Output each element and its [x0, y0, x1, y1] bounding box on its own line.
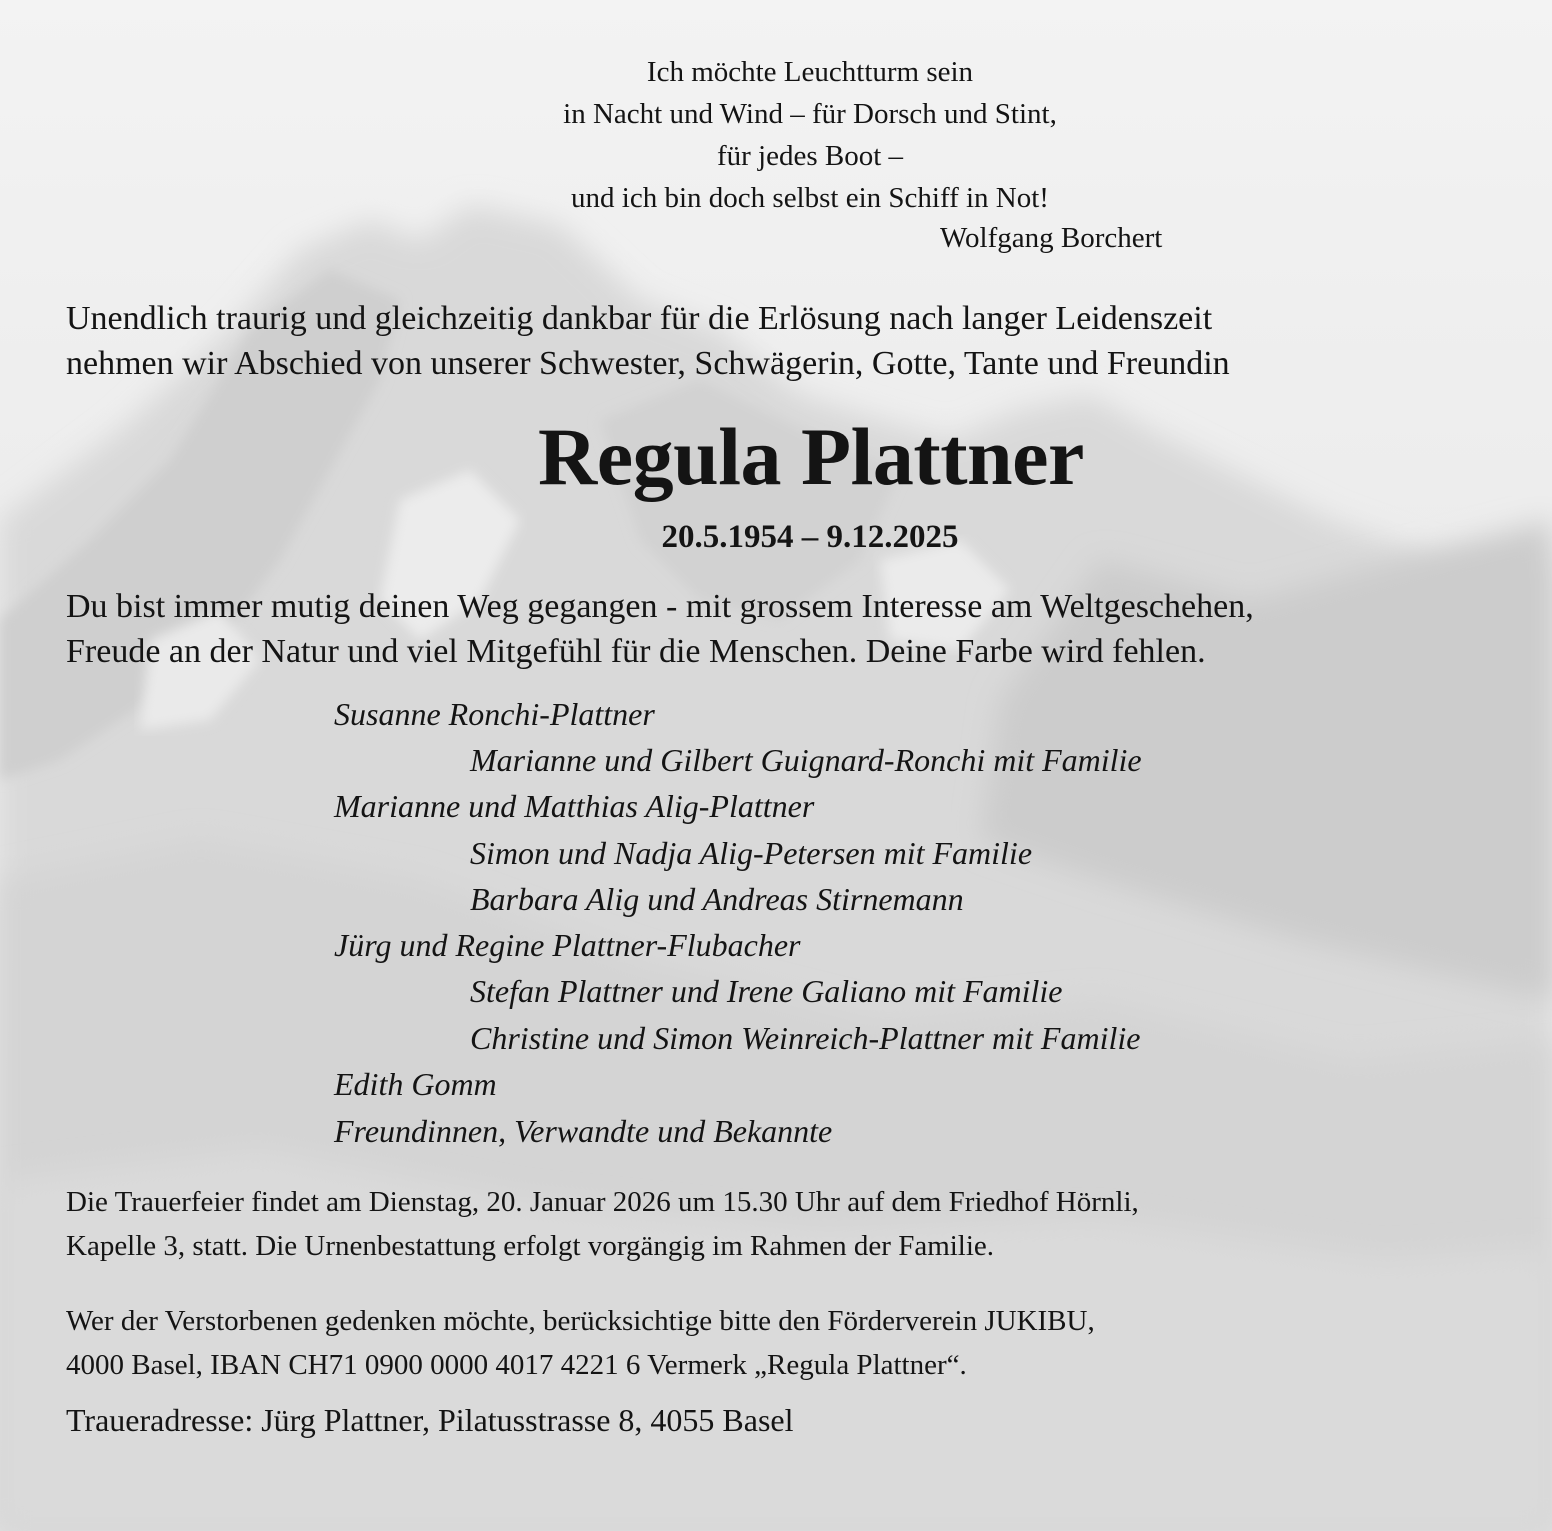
intro-line: Unendlich traurig und gleichzeitig dankbar für die Erlösung nach langer Leidenszeit: [66, 300, 1213, 337]
poem: [0, 51, 1552, 219]
mourner-entry: Simon und Nadja Alig-Petersen mit Familie: [470, 835, 1033, 871]
mourner-entry: Christine und Simon Weinreich-Plattner mit Familie: [470, 1020, 1141, 1056]
mourner-entry: Marianne und Gilbert Guignard-Ronchi mit Familie: [470, 742, 1142, 778]
mourner-entry: Stefan Plattner und Irene Galiano mit Familie: [470, 973, 1063, 1009]
mourner-entry: Freundinnen, Verwandte und Bekannte: [334, 1113, 833, 1149]
mourner-entry: Susanne Ronchi-Plattner: [334, 696, 655, 732]
ceremony-info: [66, 1180, 1139, 1268]
life-dates: 20.5.1954 – 9.12.2025: [661, 519, 959, 555]
mourner-entry: Marianne und Matthias Alig-Plattner: [334, 788, 815, 824]
mourner-entry: Edith Gomm: [334, 1066, 497, 1102]
intro-line: nehmen wir Abschied von unserer Schwester, Schwägerin, Gotte, Tante und Freundin: [66, 345, 1230, 382]
tribute-line: Du bist immer mutig deinen Weg gegangen - mit grossem Interesse am Weltgeschehen,: [66, 588, 1254, 625]
donation-line: 4000 Basel, IBAN CH71 0900 0000 4017 4221 6 Vermerk „Regula Plattner“.: [66, 1349, 967, 1381]
intro-paragraph: [66, 296, 1230, 386]
tribute-paragraph: [66, 584, 1254, 674]
tribute-line: Freude an der Natur und viel Mitgefühl für die Menschen. Deine Farbe wird fehlen.: [66, 633, 1206, 670]
deceased-name: Regula Plattner: [538, 411, 1084, 502]
ceremony-line: Die Trauerfeier findet am Dienstag, 20. Januar 2026 um 15.30 Uhr auf dem Friedhof Hörnli,: [66, 1186, 1139, 1218]
poem-line: in Nacht und Wind – für Dorsch und Stint,: [563, 98, 1057, 130]
poem-line: Ich möchte Leuchtturm sein: [646, 56, 974, 88]
donation-line: Wer der Verstorbenen gedenken möchte, berücksichtige bitte den Förderverein JUKIBU,: [66, 1305, 1095, 1337]
donation-info: [66, 1299, 1095, 1387]
mourner-entry: Barbara Alig und Andreas Stirnemann: [470, 881, 964, 917]
ceremony-line: Kapelle 3, statt. Die Urnenbestattung erfolgt vorgängig im Rahmen der Familie.: [66, 1230, 995, 1262]
poem-line: für jedes Boot –: [716, 140, 904, 172]
poem-line: und ich bin doch selbst ein Schiff in Not!: [571, 182, 1049, 214]
mourning-address: Traueradresse: Jürg Plattner, Pilatusstrasse 8, 4055 Basel: [66, 1402, 794, 1438]
poem-author: Wolfgang Borchert: [940, 222, 1163, 254]
mourner-entry: Jürg und Regine Plattner-Flubacher: [334, 927, 801, 963]
